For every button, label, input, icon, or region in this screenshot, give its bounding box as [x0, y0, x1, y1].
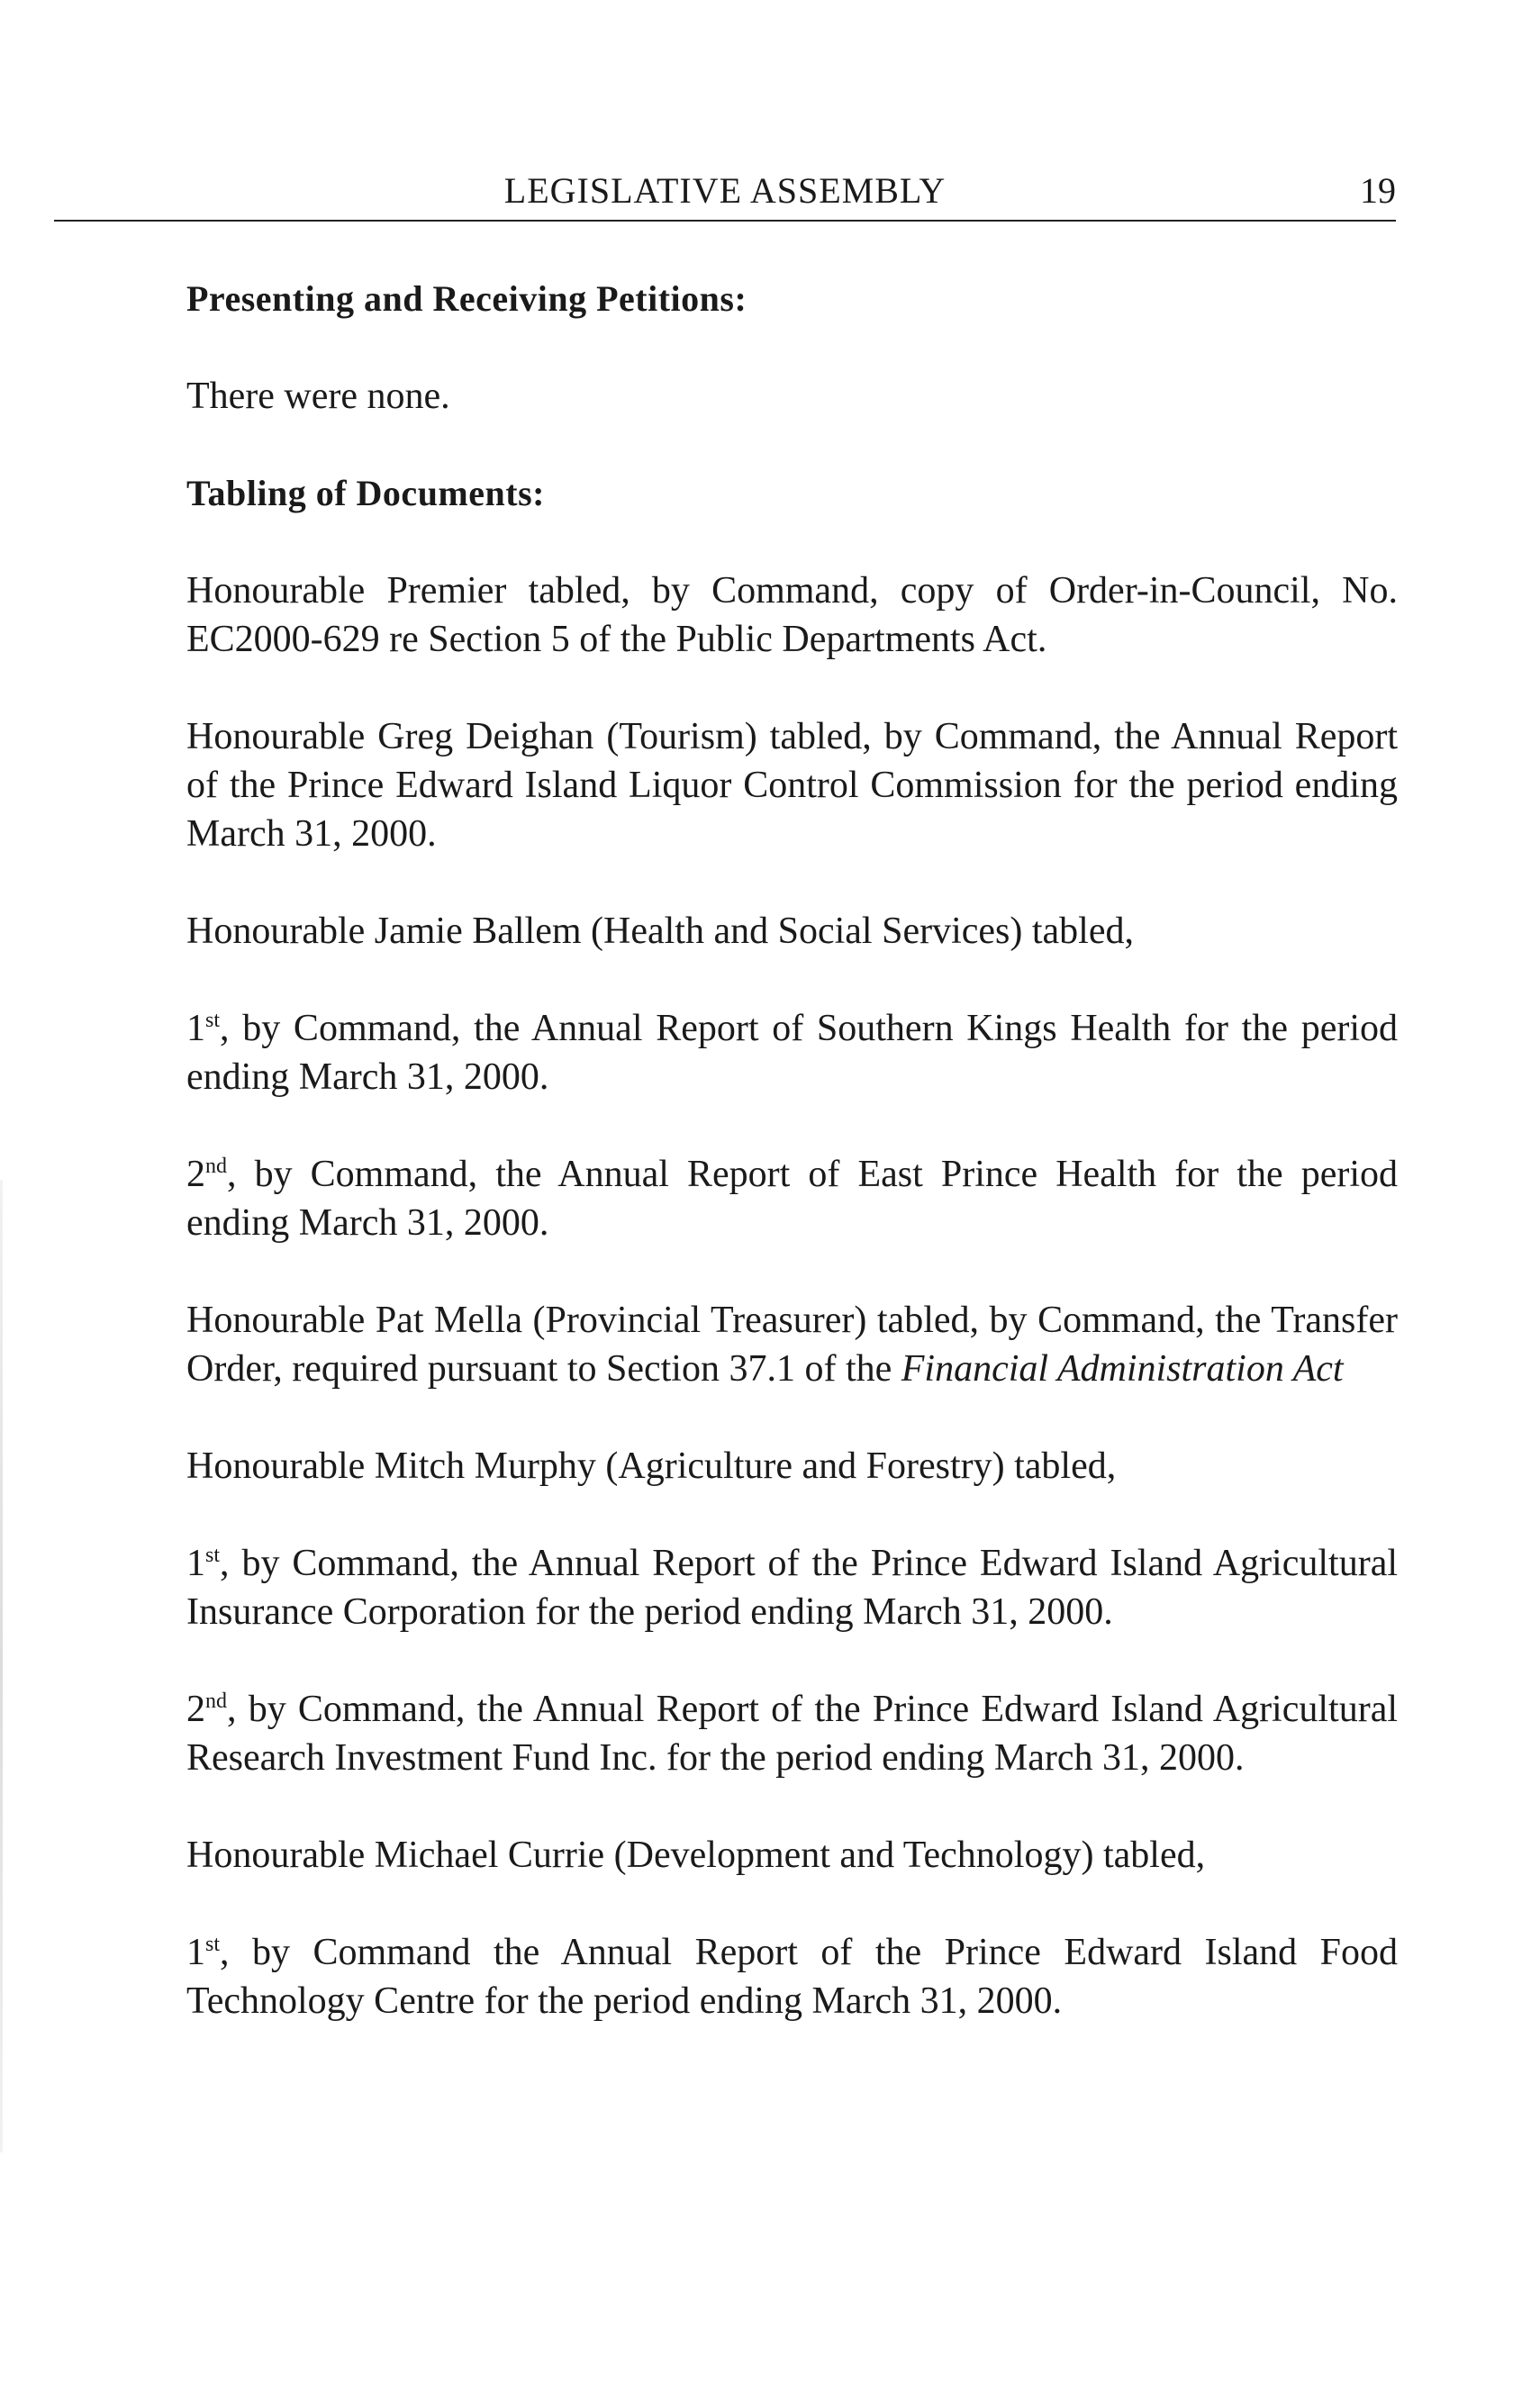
paragraph-ballem-item-1 [186, 1004, 1398, 1101]
ordinal-number: 1 [186, 1008, 205, 1049]
paragraph-murphy: Honourable Mitch Murphy (Agriculture and Forestry) tabled, [186, 1445, 1117, 1487]
page-body [186, 275, 1398, 2025]
petitions-text: There were none. [186, 376, 450, 417]
item-text: , by Command, the Annual Report of the Prince Edward Island Agricultural Insurance Corporation for the period ending March 31, 2000. [186, 1543, 1398, 1633]
paragraph-mella [186, 1296, 1398, 1393]
item-text: , by Command, the Annual Report of East Prince Health for the period ending March 31, 2000. [186, 1154, 1398, 1244]
heading-petitions: Presenting and Receiving Petitions: [186, 278, 747, 319]
ordinal-suffix: st [205, 1544, 221, 1567]
item-text: Honourable Pat Mella (Provincial Treasurer) tabled, by Command, the Transfer Order, required pursuant to Section 37.1 of the [186, 1300, 1398, 1390]
ordinal-number: 2 [186, 1154, 205, 1195]
scan-edge-shadow [0, 1180, 3, 2152]
paragraph-currie: Honourable Michael Currie (Development and Technology) tabled, [186, 1835, 1206, 1876]
item-text: , by Command, the Annual Report of Southern Kings Health for the period ending March 31, 2000. [186, 1008, 1398, 1098]
paragraph-currie-item-1 [186, 1928, 1398, 2025]
ordinal-number: 1 [186, 1932, 205, 1973]
ordinal-suffix: st [205, 1009, 221, 1032]
page-number: 19 [1360, 170, 1396, 211]
paragraph-premier: Honourable Premier tabled, by Command, copy of Order-in-Council, No. EC2000-629 re Section 5 of the Public Departments Act. [186, 570, 1398, 660]
item-text: , by Command the Annual Report of the Prince Edward Island Food Technology Centre for the period ending March 31, 2000. [186, 1932, 1398, 2022]
paragraph-ballem-item-2 [186, 1150, 1398, 1247]
ordinal-suffix: st [205, 1933, 221, 1956]
ordinal-suffix: nd [205, 1690, 227, 1713]
heading-tabling: Tabling of Documents: [186, 473, 545, 513]
paragraph-murphy-item-1 [186, 1539, 1398, 1636]
paragraph-deighan: Honourable Greg Deighan (Tourism) tabled, by Command, the Annual Report of the Prince Edward Island Liquor Control Commission for the period ending March 31, 2000. [186, 716, 1398, 855]
item-text: , by Command, the Annual Report of the Prince Edward Island Agricultural Research Investment Fund Inc. for the period ending March 31, 2000. [186, 1689, 1398, 1779]
act-title-italic: Financial Administration Act [901, 1348, 1344, 1390]
running-header-title: LEGISLATIVE ASSEMBLY [503, 170, 947, 211]
ordinal-number: 1 [186, 1543, 205, 1584]
page-header [54, 162, 1396, 222]
paragraph-murphy-item-2 [186, 1685, 1398, 1782]
ordinal-number: 2 [186, 1689, 205, 1730]
paragraph-ballem: Honourable Jamie Ballem (Health and Social Services) tabled, [186, 911, 1134, 952]
ordinal-suffix: nd [205, 1155, 227, 1178]
